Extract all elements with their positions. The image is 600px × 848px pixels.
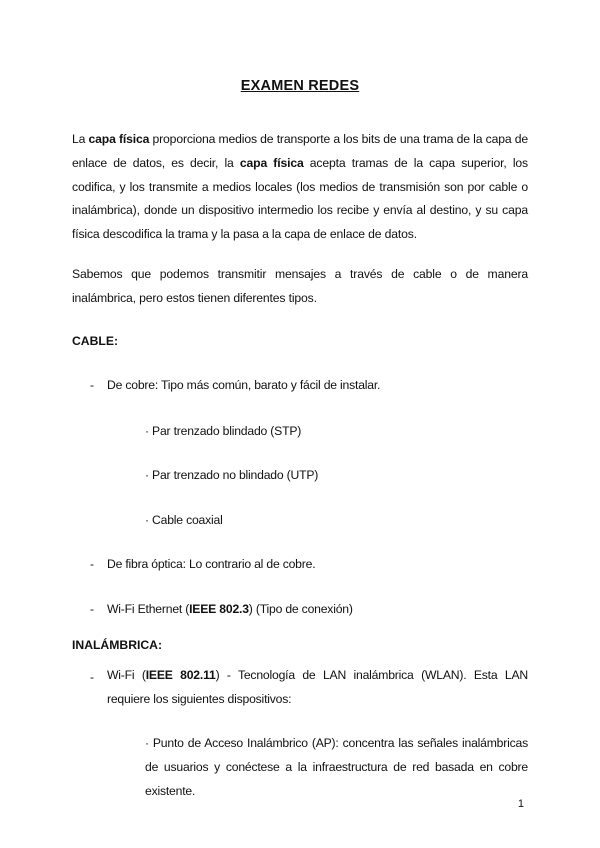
intro-text-3: acepta tramas de la capa superior, los codifica, y los transmite a medios locales (los medios de transmisión son por cable o inalámbrica), donde un dispositivo intermedio los recibe y envía al destino, y su capa física descodifica la trama y la pasa a la capa de enlace de datos. (72, 155, 528, 242)
list-dash: - (90, 670, 95, 684)
wireless-heading: INALÁMBRICA: (72, 638, 163, 652)
cable-heading: CABLE: (72, 334, 119, 348)
intro-bold-2: capa física (239, 155, 304, 170)
wifi-text-pre: Wi-Fi ( (107, 668, 146, 682)
list-dash: - (90, 602, 95, 616)
stp-item: · Par trenzado blindado (STP) (145, 424, 302, 438)
second-paragraph: Sabemos que podemos transmitir mensajes a través de cable o de manera inalámbrica, pero estos tienen diferentes tipos. (72, 267, 528, 305)
wifi-item (107, 664, 528, 712)
intro-text-2: proporciona medios de transporte a los bits de una trama de la capa de enlace de datos, es decir, la (72, 132, 528, 170)
ethernet-standard: IEEE 802.3 (189, 602, 249, 616)
intro-text-1: La (72, 132, 89, 146)
wifi-text-post: ) - Tecnología de LAN inalámbrica (WLAN). Esta LAN requiere los siguientes dispositivos: (107, 668, 528, 706)
list-dash: - (90, 378, 95, 392)
intro-bold-1: capa física (88, 132, 150, 146)
wifi-standard: IEEE 802.11 (145, 668, 216, 682)
list-dash: - (90, 557, 95, 571)
intro-paragraph (72, 128, 528, 247)
ethernet-text-post: ) (Tipo de conexión) (248, 602, 353, 616)
ethernet-text-pre: Wi-Fi Ethernet ( (107, 602, 190, 616)
copper-item: De cobre: Tipo más común, barato y fácil de instalar. (107, 378, 381, 392)
ethernet-item (107, 602, 353, 616)
document-title: EXAMEN REDES (240, 78, 360, 94)
fiber-item: De fibra óptica: Lo contrario al de cobre. (107, 557, 316, 571)
coax-item: · Cable coaxial (145, 513, 223, 527)
access-point-item: · Punto de Acceso Inalámbrico (AP): concentra las señales inalámbricas de usuarios y conéctese a la infraestructura de red basada en cobre existente. (145, 736, 528, 798)
utp-item: · Par trenzado no blindado (UTP) (145, 468, 319, 482)
page-number: 1 (517, 798, 524, 810)
